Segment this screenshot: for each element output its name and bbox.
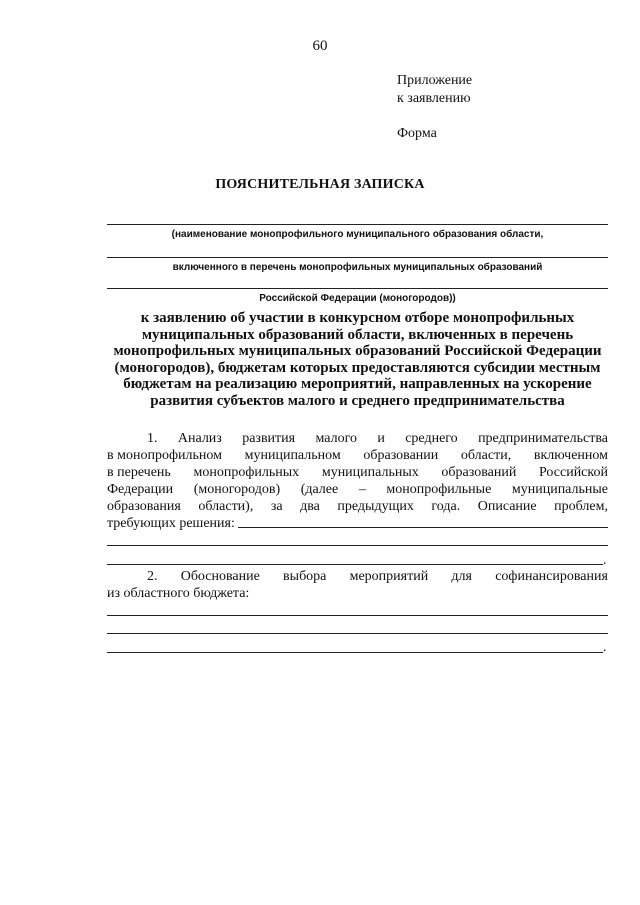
form-label: Форма — [397, 126, 437, 141]
measures-justification-line-2[interactable] — [107, 633, 608, 634]
subtitle-line: (моногородов), бюджетам которых предоставляются субсидии местным — [114, 359, 601, 376]
caption-municipality-1: (наименование монопрофильного муниципального образования области, — [171, 229, 544, 240]
subtitle-line: монопрофильных муниципальных образований Российской Федерации — [113, 343, 602, 360]
section-1-line-1: 1. Анализ развития малого и среднего предпринимательства — [147, 431, 608, 446]
municipality-name-line-1[interactable] — [107, 224, 608, 225]
section-1-period: . — [603, 553, 607, 568]
section-2-period: . — [603, 640, 607, 655]
caption-municipality-2: включенного в перечень монопрофильных муниципальных образований — [172, 262, 543, 273]
caption-municipality-3: Российской Федерации (моногородов)) — [259, 293, 456, 304]
subtitle-line: муниципальных образований области, включенных в перечень — [141, 326, 574, 343]
section-2-paragraph — [107, 568, 608, 602]
section-1-line-2: в монопрофильном муниципальном образовании области, включенном — [107, 448, 608, 463]
section-2-line-2: из областного бюджета: — [107, 586, 250, 601]
document-title: ПОЯСНИТЕЛЬНАЯ ЗАПИСКА — [215, 177, 425, 192]
problems-description-field[interactable] — [238, 515, 608, 528]
problems-description-line-2[interactable] — [107, 545, 608, 546]
section-2-line-1: 2. Обоснование выбора мероприятий для софинансирования — [147, 569, 608, 584]
section-1-line-3: в перечень монопрофильных муниципальных образований Российской — [107, 465, 608, 480]
problems-description-line-3[interactable] — [107, 564, 603, 565]
section-1-line-6: требующих решения: — [107, 515, 608, 532]
section-1-line-5: образования области), за два предыдущих года. Описание проблем, — [107, 499, 608, 514]
appendix-note — [397, 72, 472, 108]
measures-justification-line-3[interactable] — [107, 652, 603, 653]
page-number: 60 — [312, 38, 328, 54]
measures-justification-line-1[interactable] — [107, 615, 608, 616]
municipality-name-line-2[interactable] — [107, 257, 608, 258]
appendix-line-2: к заявлению — [397, 91, 471, 106]
subtitle-line: к заявлению об участии в конкурсном отборе монопрофильных — [140, 310, 575, 326]
subtitle-line: бюджетам на реализацию мероприятий, направленных на ускорение — [123, 376, 592, 393]
section-1-line-4: Федерации (моногородов) (далее – монопрофильные муниципальные — [107, 482, 608, 497]
municipality-name-line-3[interactable] — [107, 288, 608, 289]
document-subtitle — [100, 310, 615, 410]
subtitle-line: развития субъектов малого и среднего предпринимательства — [150, 392, 565, 409]
section-1-paragraph — [107, 430, 608, 532]
appendix-line-1: Приложение — [397, 73, 473, 88]
